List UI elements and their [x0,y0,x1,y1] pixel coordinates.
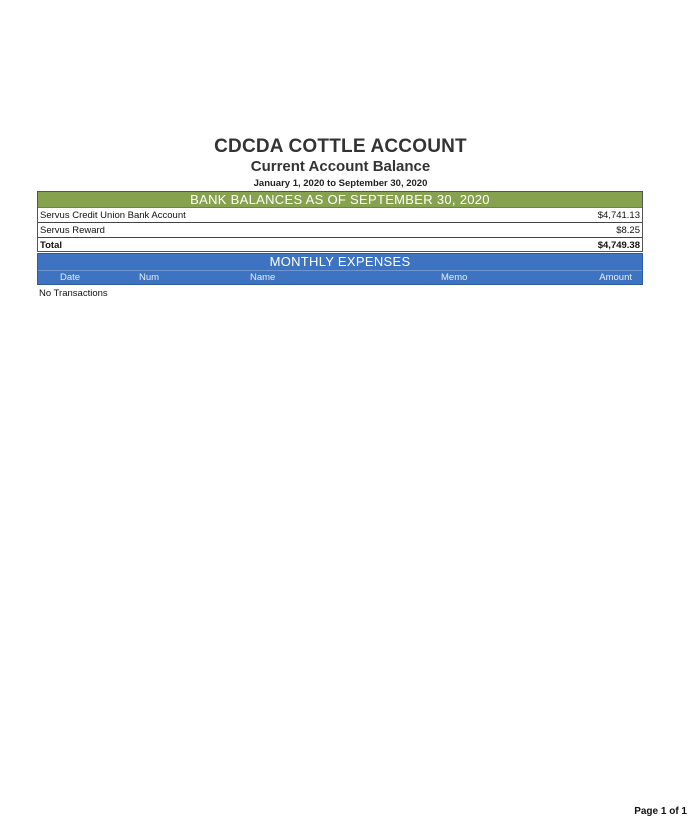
bank-total-row [38,238,642,252]
column-name: Name [250,272,276,283]
monthly-expenses-header: MONTHLY EXPENSES [38,254,642,271]
bank-balances-table [37,191,643,252]
column-amount: Amount [599,272,632,283]
expenses-column-headers [38,271,642,285]
column-memo: Memo [441,272,468,283]
report-date-range: January 1, 2020 to September 30, 2020 [253,178,428,189]
report-subtitle: Current Account Balance [250,158,431,175]
bank-account-label: Servus Reward [40,224,105,236]
page-number: Page 1 of 1 [634,806,687,817]
bank-total-amount: $4,749.38 [597,239,640,251]
bank-account-amount: $8.25 [616,224,640,236]
bank-account-amount: $4,741.13 [597,209,640,221]
bank-total-label: Total [40,239,62,251]
bank-balances-header: BANK BALANCES AS OF SEPTEMBER 30, 2020 [38,192,642,208]
bank-account-label: Servus Credit Union Bank Account [40,209,186,221]
bank-row [38,223,642,238]
column-date: Date [60,272,81,283]
monthly-expenses-table [37,253,643,285]
report-title: CDCDA COTTLE ACCOUNT [214,136,467,157]
bank-row [38,208,642,223]
column-num: Num [139,272,160,283]
no-transactions-message: No Transactions [39,288,108,299]
